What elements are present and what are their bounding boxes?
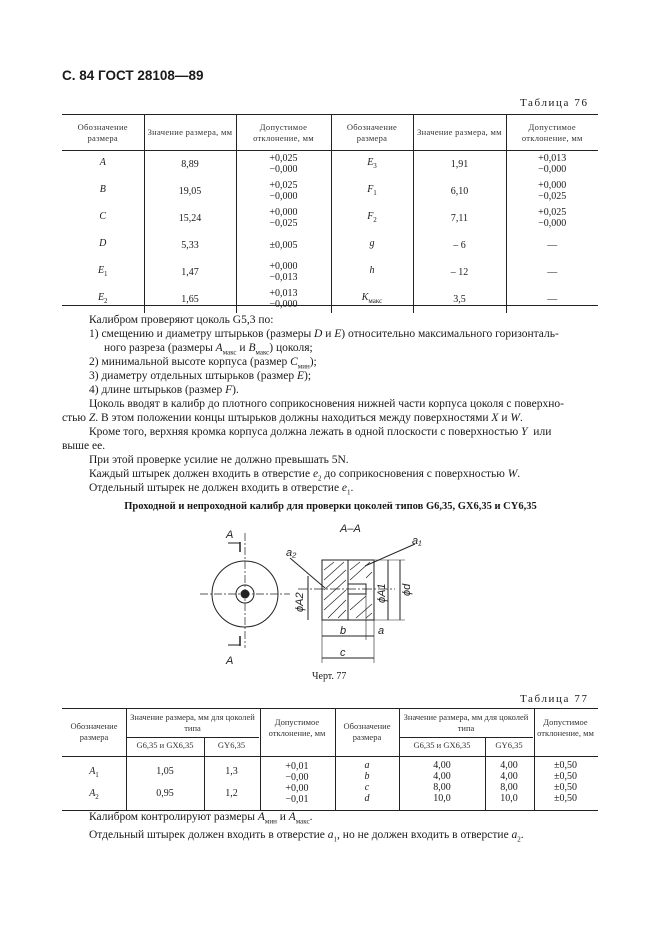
leader-a1 (365, 544, 415, 566)
table-cell: +0,025 −0,000 (236, 151, 331, 178)
table-cell: 1,65 (144, 286, 236, 313)
hatch-line (324, 562, 334, 570)
table77-value-gy635: 4,00 (500, 760, 518, 771)
text-line: 3) диаметру отдельных штырьков (размер E); (89, 370, 312, 382)
table77-value-g635: 8,00 (433, 782, 451, 793)
table-cell: 15,24 (144, 205, 236, 232)
text-line: стью Z. В этом положении концы штырьков должны находиться между поверхностями X и W. (62, 412, 523, 424)
label-a1: a₁ (412, 535, 422, 547)
table-cell: 19,05 (144, 178, 236, 205)
th77-g635-2: G6,35 и GX6,35 (413, 740, 471, 750)
table-cell: — (506, 286, 598, 313)
table77-value-gy635: 1,3 (225, 766, 238, 777)
table-cell: A (99, 156, 106, 168)
table-cell: $F_2$ (331, 205, 413, 232)
label-c: c (340, 647, 346, 659)
section-label: А–А (340, 523, 361, 535)
table77-value-g635: 0,95 (156, 788, 174, 799)
table-cell: 5,33 (144, 232, 236, 259)
hatch-line (324, 562, 344, 580)
th77-gy635-1: GY6,35 (217, 740, 246, 750)
hatch-line (324, 580, 346, 600)
table77-designation: c (364, 782, 370, 793)
table-cell: 1,47 (144, 259, 236, 286)
label-b: b (340, 625, 347, 637)
text-line: выше ее. (62, 440, 106, 452)
table-cell: +0,025 −0,000 (506, 205, 598, 232)
table-cell: 6,10 (413, 178, 506, 205)
cut-label-top: А (226, 529, 234, 541)
text-line: 4) длине штырьков (размер F). (89, 384, 239, 396)
table-row (62, 259, 598, 286)
table76-caption: Таблица 76 (520, 97, 589, 109)
table-cell: $K_{макс}$ (331, 286, 413, 313)
table-cell: +0,000 −0,025 (236, 205, 331, 232)
table-cell: $E_3$ (331, 151, 413, 178)
table-cell: +0,000 −0,025 (506, 178, 598, 205)
table-row (62, 151, 598, 178)
table77-value-gy635: 1,2 (225, 788, 238, 799)
hatch-line (350, 562, 360, 570)
table77-designation: $A_2$ (89, 788, 99, 801)
label-phiA2: ϕA2 (294, 592, 306, 612)
table77-value-g635: 4,00 (433, 771, 451, 782)
table-cell: g (331, 232, 413, 259)
th-designation-1: Обозначение размера (77, 121, 128, 143)
table77-value-gy635: 10,0 (500, 793, 518, 804)
text-line: Цоколь вводят в калибр до плотного соприкосновения нижней части корпуса цоколя с поверхно- (89, 398, 564, 410)
table77-tolerance: +0,00 −0,01 (285, 783, 309, 805)
text-line: 1) смещению и диаметру штырьков (размеры D и E) относительно максимального горизонталь- (89, 328, 559, 340)
text-line: ного разреза (размеры $A_{макс}$ и $B_{макс}$) цоколя; (104, 342, 313, 357)
table77-tolerance: ±0,50 (554, 771, 577, 782)
text-line: Калибром проверяют цоколь G5,3 по: (89, 314, 274, 326)
table77-designation: b (364, 771, 370, 782)
table-cell: – 6 (413, 232, 506, 259)
text-line: Каждый штырек должен входить в отверстие $e_2$ до соприкосновения с поверхностью W. (89, 468, 521, 483)
table76-bottom-rule (62, 305, 598, 306)
text-line: 2) минимальной высоте корпуса (размер $C_{мин}$); (89, 356, 317, 371)
table-cell: $F_1$ (331, 178, 413, 205)
th77-tol-2: Допустимое отклонение, мм (537, 717, 594, 738)
hatch-line (324, 590, 346, 610)
label-a2: a₂ (286, 547, 297, 559)
table77-value-g635: 4,00 (433, 760, 451, 771)
th77-value-2: Значение размера, мм для цоколей типа (403, 712, 529, 733)
hatch-line (366, 572, 372, 578)
table-cell: — (506, 232, 598, 259)
gauge-drawing (190, 518, 490, 668)
th77-designation-1: Обозначение размера (70, 721, 118, 742)
table-76 (62, 114, 598, 313)
table77-tolerance: +0,01 −0,00 (285, 761, 309, 783)
table77-designation: $A_1$ (89, 766, 99, 779)
table77-designation: d (364, 793, 370, 804)
figure-caption: Черт. 77 (312, 671, 347, 682)
label-phid: ϕd (401, 583, 413, 596)
table-cell: — (506, 259, 598, 286)
table-cell: +0,000 −0,013 (236, 259, 331, 286)
table-cell: 8,89 (144, 151, 236, 178)
page-header: С. 84 ГОСТ 28108—89 (62, 68, 204, 83)
text-line: Отдельный штырек должен входить в отверстие $a_1$, но не должен входить в отверстие $a_2$. (89, 829, 524, 844)
table-77 (62, 708, 598, 811)
table-cell: – 12 (413, 259, 506, 286)
table-row (62, 205, 598, 232)
text-line: Калибром контролируют размеры $A_{мин}$ и $A_{макс}$. (89, 811, 313, 826)
gauge-title: Проходной и непроходной калибр для проверки цоколей типов G6,35, GX6,35 и CY6,35 (124, 501, 537, 512)
hatch-line (350, 596, 366, 610)
table-cell: C (99, 210, 107, 222)
table77-tolerance: ±0,50 (554, 782, 577, 793)
table-cell: +0,025 −0,000 (236, 178, 331, 205)
table-cell: B (99, 183, 106, 195)
table-row (62, 286, 598, 313)
table-cell: h (331, 259, 413, 286)
text-line: Отдельный штырек не должен входить в отверстие $e_1$. (89, 482, 354, 497)
th77-g635-1: G6,35 и GX6,35 (136, 740, 194, 750)
table-cell: 1,91 (413, 151, 506, 178)
table-cell: $E_1$ (97, 264, 108, 278)
th77-value-1: Значение размера, мм для цоколей типа (130, 712, 255, 733)
table77-tolerance: ±0,50 (554, 793, 577, 804)
hatch-line (366, 613, 372, 618)
th-tolerance-1: Допустимое отклонение, мм (236, 115, 331, 151)
cut-label-bottom: А (226, 655, 234, 667)
text-line: При этой проверке усилие не должно превышать 5N. (89, 454, 349, 466)
table77-caption: Таблица 77 (520, 693, 589, 705)
th-tolerance-2: Допустимое отклонение, мм (506, 115, 598, 151)
th77-gy635-2: GY6,35 (495, 740, 523, 750)
table77-tolerance: ±0,50 (554, 760, 577, 771)
table-cell: $E_2$ (97, 291, 108, 305)
table-row (62, 178, 598, 205)
th-value-1: Значение размера, мм (144, 115, 236, 151)
th-value-2: Значение размера, мм (413, 115, 506, 151)
th-designation-2: Обозначение размера (331, 115, 413, 151)
label-a: a (378, 625, 385, 637)
table-row (62, 232, 598, 259)
hatch-line (328, 600, 346, 618)
table-cell: D (99, 237, 107, 249)
th77-tol-1: Допустимое отклонение, мм (268, 717, 326, 738)
table-cell: ±0,005 (236, 232, 331, 259)
hatch-line (324, 570, 346, 590)
table77-value-gy635: 8,00 (500, 782, 518, 793)
hatch-line (356, 604, 372, 618)
table-cell: +0,013 −0,000 (506, 151, 598, 178)
hatch-line (338, 610, 346, 618)
table77-value-g635: 1,05 (156, 766, 174, 777)
label-phiA1: ϕA1 (376, 583, 388, 603)
table-cell: +0,013 −0,000 (236, 286, 331, 313)
th77-designation-2: Обозначение размера (343, 721, 391, 742)
text-line: Кроме того, верхняя кромка корпуса должна лежать в одной плоскости с поверхностью Y или (89, 426, 552, 438)
table77-designation: a (364, 760, 370, 771)
table77-value-g635: 10,0 (433, 793, 451, 804)
table-cell: 3,5 (413, 286, 506, 313)
table-cell: 7,11 (413, 205, 506, 232)
table77-value-gy635: 4,00 (500, 771, 518, 782)
